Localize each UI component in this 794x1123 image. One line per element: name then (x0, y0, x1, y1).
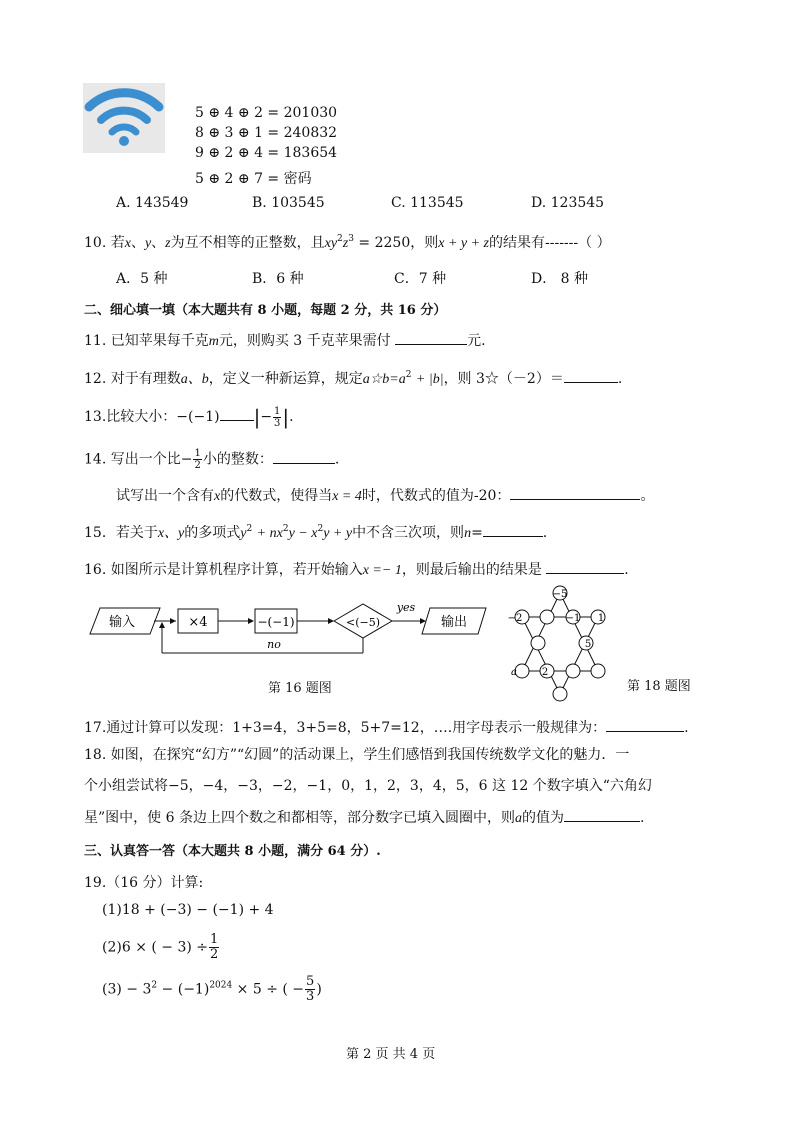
answer-blank[interactable] (546, 559, 624, 574)
question-17: 17.通过计算可以发现：1+3=4，3+5=8，5+7=12，….用字母表示一般规律为： . (84, 717, 689, 737)
question-19-part2: (2)6 × ( − 3) ÷ $\frac{1}{2}$ (102, 932, 219, 962)
figure-18-caption: 第 18 题图 (627, 679, 691, 694)
wifi-icon (83, 83, 165, 153)
answer-blank[interactable] (606, 717, 684, 732)
option-b: B．6 种 (252, 271, 304, 287)
svg-text:<(−5): <(−5) (345, 616, 381, 629)
option-a: A. 143549 (116, 195, 189, 211)
svg-text:a: a (511, 667, 517, 678)
answer-blank[interactable] (273, 449, 335, 464)
answer-blank[interactable] (510, 485, 640, 500)
question-19-part1: (1)18 + (−3) − (−1) + 4 (102, 902, 274, 918)
output-label: 输出 (440, 615, 468, 630)
question-18-line3: 星”图中，使 6 条边上四个数之和都相等，部分数字已填入圆圈中，则a的值为 . (84, 807, 644, 827)
answer-blank[interactable] (564, 807, 640, 822)
password-equation: 8 ⊕ 3 ⊕ 1 = 240832 (195, 125, 338, 141)
question-18-line1: 18. 如图，在探究“幻方”“幻圆”的活动课上，学生们感悟到我国传统数学文化的魅力．一 (84, 747, 630, 763)
hexagram-figure (500, 583, 620, 705)
option-c: C. 113545 (391, 195, 464, 211)
question-15: 15．若关于x、y的多项式$y^2 + nx^2y - x^2y + y$中不含三次项，则n= . (84, 524, 548, 541)
option-c: C．7 种 (394, 271, 447, 287)
svg-text:−1: −1 (565, 613, 581, 624)
svg-text:yes: yes (396, 601, 416, 614)
option-d: D. 123545 (531, 195, 605, 211)
svg-text:no: no (267, 638, 281, 651)
svg-text:−2: −2 (507, 613, 523, 624)
input-label: 输入 (108, 615, 136, 630)
question-19-heading: 19.（16 分）计算: (84, 875, 204, 891)
option-a: A．5 种 (116, 271, 168, 287)
page-footer: 第 2 页 共 4 页 (346, 1047, 436, 1062)
section-3-heading: 三、认真答一答（本大题共 8 小题，满分 64 分）. (84, 844, 381, 859)
svg-text:−5: −5 (552, 589, 568, 600)
svg-text:−(−1): −(−1) (257, 615, 295, 629)
flowchart (88, 596, 488, 656)
password-equation: 5 ⊕ 2 ⊕ 7 = 密码 (195, 171, 312, 187)
section-2-heading: 二、细心填一填（本大题共有 8 小题，每题 2 分，共 16 分） (84, 303, 447, 318)
password-equation: 9 ⊕ 2 ⊕ 4 = 183654 (195, 145, 338, 161)
password-equation: 5 ⊕ 4 ⊕ 2 = 201030 (195, 105, 338, 121)
figure-16-caption: 第 16 题图 (268, 681, 332, 696)
svg-text:1: 1 (597, 613, 605, 624)
answer-blank[interactable] (395, 330, 467, 345)
question-10: 10. 若x、y、z为互不相等的正整数，且$xy^2z^3 = 2250$，则x + y + z的结果有-------（ ） (84, 234, 611, 251)
option-b: B. 103545 (252, 195, 325, 211)
answer-blank[interactable] (220, 406, 254, 421)
answer-blank[interactable] (483, 522, 543, 537)
question-13: 13.比较大小：−(−1) |− $\frac{1}{3}$ |. (84, 405, 294, 429)
question-18-line2: 个小组尝试将−5，−4，−3，−2，−1，0，1，2，3，4，5，6 这 12 个数字填入“六角幻 (84, 778, 652, 794)
option-d: D． 8 种 (531, 271, 589, 287)
question-16: 16. 如图所示是计算机程序计算，若开始输入x =− 1，则最后输出的结果是 . (84, 559, 629, 579)
question-14-sub: 试写出一个含有x的代数式，使得当x = 4时，代数式的值为-20： 。 (116, 485, 654, 505)
question-11: 11. 已知苹果每千克m元，则购买 3 千克苹果需付 元. (84, 330, 486, 350)
question-19-part3: $(3) - 3^2 - (-1)^{2024} \times 5$ ÷ ( − $\frac{5}{3}$ ) (102, 974, 322, 1004)
svg-text:5: 5 (584, 639, 592, 650)
svg-text:×4: ×4 (188, 615, 208, 630)
svg-text:2: 2 (541, 667, 549, 678)
answer-blank[interactable] (564, 368, 618, 383)
question-12: 12. 对于有理数a、b，定义一种新运算，规定$a☆b=a^2 + |b|$，则 3☆（－2）＝ . (84, 370, 623, 387)
question-14: 14. 写出一个比− $\frac{1}{2}$ 小的整数： . (84, 448, 340, 471)
